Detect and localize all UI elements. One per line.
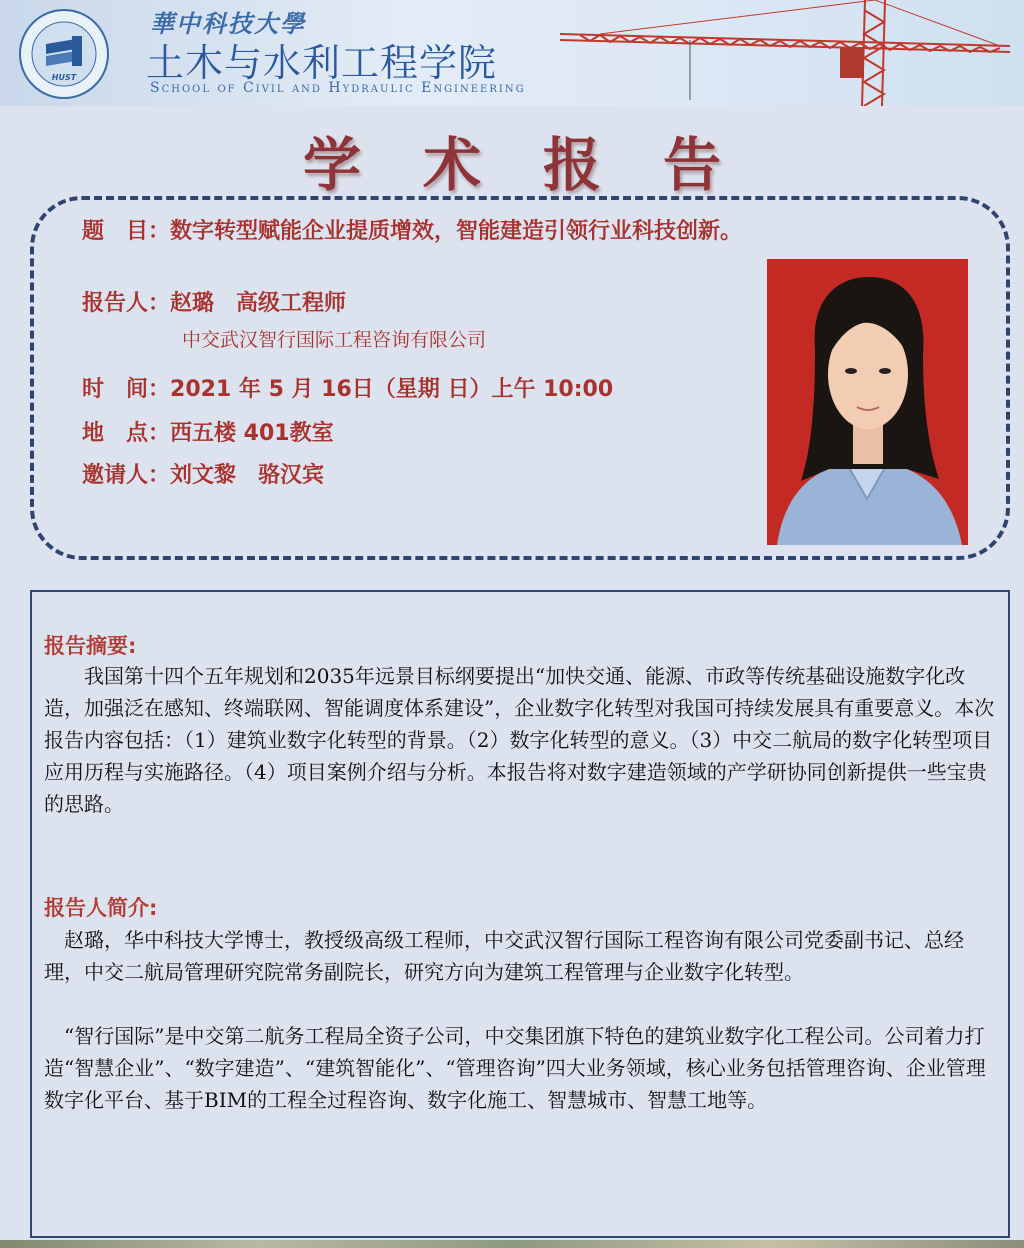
topic-row [82, 214, 742, 245]
inviter-value: 刘文黎 骆汉宾 [170, 463, 325, 488]
inviter-label: 邀请人： [82, 463, 171, 488]
bio-title: 报告人简介: [44, 896, 158, 920]
place-row [82, 416, 334, 447]
time-label: 时 间： [82, 377, 171, 402]
abstract-text: 我国第十四个五年规划和2035年远景目标纲要提出“加快交通、能源、市政等传统基础设施数字化改造，加强泛在感知、终端联网、智能调度体系建设”，企业数字化转型对我国可持续发展具有重要意义。本次报告内容包括：（1）建筑业数字化转型的背景。（2）数字化转型的意义。（3）中交二航局的数字化转型项目应用历程与实施路径。（4）项目案例介绍与分析。本报告将对数字建造领域的产学研协同创新提供一些宝贵的思路。 [44, 664, 995, 816]
crane-illustration [540, 0, 1024, 106]
speaker-row [82, 286, 346, 317]
topic-label: 题 目： [82, 219, 171, 244]
school-name-en: School of Civil and Hydraulic Engineering [150, 80, 526, 96]
speaker-company: 中交武汉智行国际工程咨询有限公司 [182, 329, 487, 351]
page-title: 学术报告 [302, 131, 783, 199]
bio-paragraph-2: “智行国际”是中交第二航务工程局全资子公司，中交集团旗下特色的建筑业数字化工程公司。公司着力打造“智慧企业”、“数字建造”、“建筑智能化”、“管理咨询”四大业务领域，核心业务包括管理咨询、企业管理数字化平台、基于BIM的工程全过程咨询、数字化施工、智慧城市、智慧工地等。 [44, 1024, 986, 1112]
inviter-row [82, 458, 324, 489]
abstract-title: 报告摘要: [44, 634, 137, 658]
speaker-value: 赵璐 高级工程师 [170, 291, 347, 316]
university-name: 華中科技大學 [150, 9, 306, 38]
place-value: 西五楼 401教室 [170, 421, 334, 446]
logo-badge: HUST [51, 73, 77, 82]
time-value: 2021 年 5 月 16日（星期 日）上午 10:00 [170, 377, 614, 402]
speaker-label: 报告人： [82, 291, 171, 316]
school-name-cn: 土木与水利工程学院 [146, 41, 498, 85]
bottom-decoration [0, 1240, 1024, 1248]
school-logo [8, 8, 120, 100]
topic-value: 数字转型赋能企业提质增效，智能建造引领行业科技创新。 [170, 219, 743, 244]
bio-paragraph-1: 赵璐，华中科技大学博士，教授级高级工程师，中交武汉智行国际工程咨询有限公司党委副书记、总经理，中交二航局管理研究院常务副院长，研究方向为建筑工程管理与企业数字化转型。 [44, 928, 964, 984]
place-label: 地 点： [82, 421, 171, 446]
time-row [82, 372, 613, 403]
header-banner [0, 0, 1024, 106]
speaker-photo [767, 259, 968, 545]
